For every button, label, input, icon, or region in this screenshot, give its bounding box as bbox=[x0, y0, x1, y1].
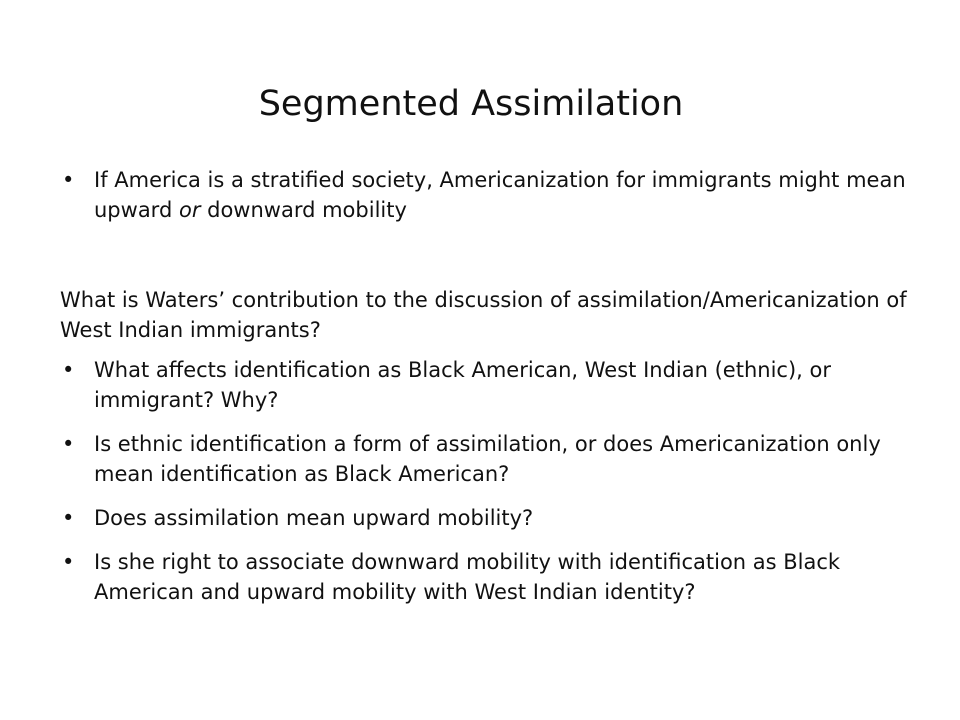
bullet-text: Is ethnic identification a form of assimilation, or does Americanization only mean identification as Black American? bbox=[94, 432, 881, 486]
bullet-item-ethnic-identification bbox=[60, 429, 910, 489]
bullet-icon: • bbox=[62, 432, 75, 456]
bullet-text: Does assimilation mean upward mobility? bbox=[94, 506, 534, 530]
bullet-icon: • bbox=[62, 550, 75, 574]
slide-title: Segmented Assimilation bbox=[258, 84, 684, 124]
bullet-icon: • bbox=[62, 506, 75, 530]
question-paragraph: What is Waters’ contribution to the discussion of assimilation/Americanization of West Indian immigrants? bbox=[60, 288, 907, 342]
slide-body bbox=[60, 165, 910, 607]
bullet-text-emphasis: or bbox=[178, 198, 201, 222]
bullet-icon: • bbox=[62, 358, 75, 382]
bullet-item-downward-mobility bbox=[60, 547, 910, 607]
bullet-text-before: If America is a stratified society, Americanization for immigrants might mean upward bbox=[94, 168, 906, 222]
bullet-icon: • bbox=[62, 168, 75, 192]
bullet-text: What affects identification as Black American, West Indian (ethnic), or immigrant? Why? bbox=[94, 358, 831, 412]
bullet-item-upward-mobility bbox=[60, 503, 910, 533]
bullet-item-identification bbox=[60, 355, 910, 415]
bullet-text: Is she right to associate downward mobility with identification as Black American and upward mobility with West Indian identity? bbox=[94, 550, 841, 604]
bullet-item-stratified-society bbox=[60, 165, 910, 225]
bullet-text-after: downward mobility bbox=[200, 198, 407, 222]
